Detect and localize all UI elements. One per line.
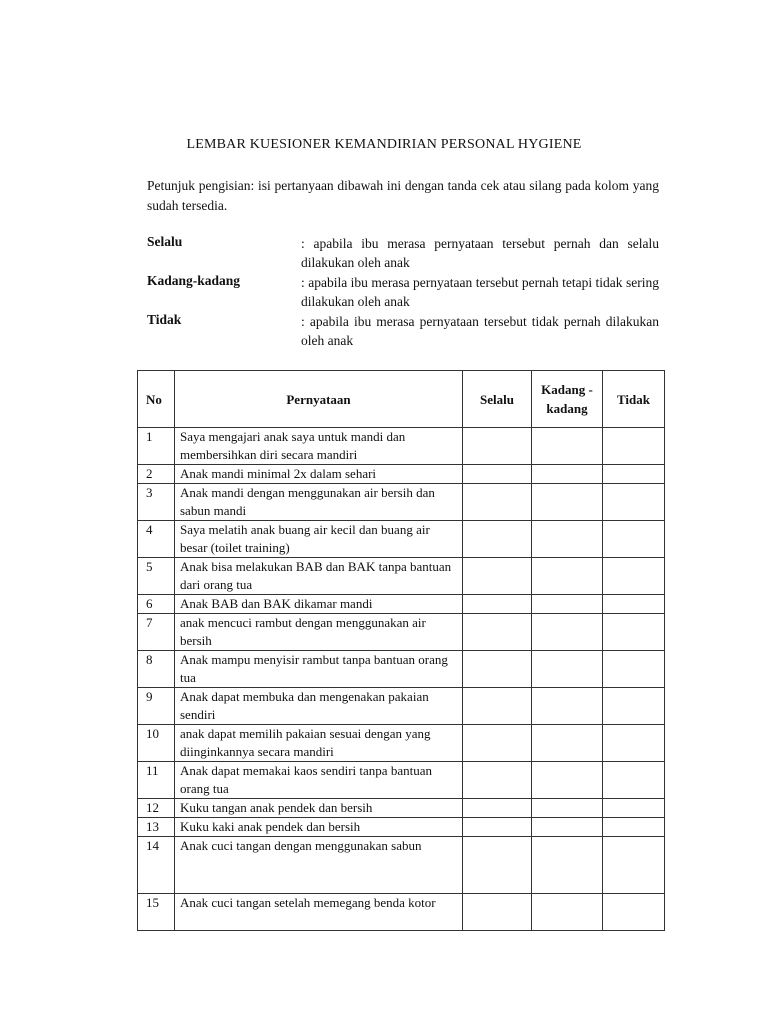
table-row	[138, 818, 665, 837]
row-number: 15	[138, 894, 175, 931]
row-number: 2	[138, 465, 175, 484]
answer-cell-selalu[interactable]	[463, 651, 532, 688]
header-always: Selalu	[463, 371, 532, 428]
row-statement: anak mencuci rambut dengan menggunakan air bersih	[175, 614, 463, 651]
table-row	[138, 521, 665, 558]
row-number: 10	[138, 725, 175, 762]
row-statement: Anak mampu menyisir rambut tanpa bantuan orang tua	[175, 651, 463, 688]
table-row	[138, 837, 665, 894]
answer-cell-selalu[interactable]	[463, 595, 532, 614]
table-row	[138, 894, 665, 931]
answer-cell-selalu[interactable]	[463, 725, 532, 762]
row-statement: Kuku kaki anak pendek dan bersih	[175, 818, 463, 837]
row-number: 7	[138, 614, 175, 651]
row-number: 3	[138, 484, 175, 521]
answer-cell-kadang-kadang[interactable]	[532, 894, 603, 931]
answer-cell-kadang-kadang[interactable]	[532, 428, 603, 465]
table-row	[138, 762, 665, 799]
answer-cell-tidak[interactable]	[603, 521, 665, 558]
legend-term: Tidak	[147, 312, 182, 327]
answer-cell-selalu[interactable]	[463, 428, 532, 465]
row-number: 1	[138, 428, 175, 465]
row-number: 14	[138, 837, 175, 894]
answer-cell-kadang-kadang[interactable]	[532, 651, 603, 688]
table-row	[138, 484, 665, 521]
answer-cell-selalu[interactable]	[463, 688, 532, 725]
header-sometimes: Kadang -kadang	[532, 371, 603, 428]
row-statement: Anak dapat membuka dan mengenakan pakaian sendiri	[175, 688, 463, 725]
answer-cell-kadang-kadang[interactable]	[532, 595, 603, 614]
answer-cell-tidak[interactable]	[603, 465, 665, 484]
row-statement: Anak mandi dengan menggunakan air bersih dan sabun mandi	[175, 484, 463, 521]
answer-cell-kadang-kadang[interactable]	[532, 799, 603, 818]
row-statement: Saya melatih anak buang air kecil dan buang air besar (toilet training)	[175, 521, 463, 558]
answer-cell-kadang-kadang[interactable]	[532, 521, 603, 558]
legend-desc: : apabila ibu merasa pernyataan tersebut tidak pernah dilakukan oleh anak	[301, 314, 659, 348]
legend-tidak	[147, 312, 659, 350]
questionnaire-table	[137, 370, 665, 931]
answer-cell-kadang-kadang[interactable]	[532, 484, 603, 521]
header-never: Tidak	[603, 371, 665, 428]
answer-cell-tidak[interactable]	[603, 688, 665, 725]
answer-cell-selalu[interactable]	[463, 894, 532, 931]
answer-cell-tidak[interactable]	[603, 428, 665, 465]
header-no: No	[138, 371, 175, 428]
answer-cell-selalu[interactable]	[463, 837, 532, 894]
row-number: 12	[138, 799, 175, 818]
answer-cell-kadang-kadang[interactable]	[532, 614, 603, 651]
answer-cell-selalu[interactable]	[463, 521, 532, 558]
answer-cell-tidak[interactable]	[603, 837, 665, 894]
row-statement: Anak cuci tangan setelah memegang benda kotor	[175, 894, 463, 931]
answer-cell-tidak[interactable]	[603, 651, 665, 688]
answer-cell-kadang-kadang[interactable]	[532, 725, 603, 762]
row-number: 5	[138, 558, 175, 595]
legend-term: Selalu	[147, 234, 183, 249]
row-statement: Kuku tangan anak pendek dan bersih	[175, 799, 463, 818]
table-row	[138, 614, 665, 651]
table-row	[138, 725, 665, 762]
table-row	[138, 799, 665, 818]
row-statement: Anak BAB dan BAK dikamar mandi	[175, 595, 463, 614]
row-number: 8	[138, 651, 175, 688]
row-statement: Anak mandi minimal 2x dalam sehari	[175, 465, 463, 484]
answer-cell-selalu[interactable]	[463, 614, 532, 651]
answer-cell-kadang-kadang[interactable]	[532, 465, 603, 484]
legend-kadang	[147, 273, 659, 311]
answer-cell-selalu[interactable]	[463, 558, 532, 595]
answer-cell-selalu[interactable]	[463, 465, 532, 484]
row-number: 4	[138, 521, 175, 558]
row-number: 11	[138, 762, 175, 799]
table-row	[138, 651, 665, 688]
answer-cell-tidak[interactable]	[603, 558, 665, 595]
row-number: 9	[138, 688, 175, 725]
table-header-row	[138, 371, 665, 428]
table-row	[138, 688, 665, 725]
header-statement: Pernyataan	[175, 371, 463, 428]
legend-desc: : apabila ibu merasa pernyataan tersebut pernah dan selalu dilakukan oleh anak	[301, 236, 659, 270]
table-row	[138, 558, 665, 595]
answer-cell-selalu[interactable]	[463, 799, 532, 818]
answer-cell-kadang-kadang[interactable]	[532, 837, 603, 894]
row-statement: Anak cuci tangan dengan menggunakan sabun	[175, 837, 463, 894]
answer-cell-tidak[interactable]	[603, 484, 665, 521]
instructions: Petunjuk pengisian: isi pertanyaan dibawah ini dengan tanda cek atau silang pada kolom yang sudah tersedia.	[147, 178, 659, 213]
legend-selalu	[147, 234, 659, 272]
answer-cell-selalu[interactable]	[463, 818, 532, 837]
row-statement: Saya mengajari anak saya untuk mandi dan membersihkan diri secara mandiri	[175, 428, 463, 465]
answer-cell-tidak[interactable]	[603, 595, 665, 614]
answer-cell-tidak[interactable]	[603, 818, 665, 837]
document-title: LEMBAR KUESIONER KEMANDIRIAN PERSONAL HYGIENE	[186, 137, 582, 152]
answer-cell-kadang-kadang[interactable]	[532, 818, 603, 837]
answer-cell-kadang-kadang[interactable]	[532, 558, 603, 595]
legend-desc: : apabila ibu merasa pernyataan tersebut pernah tetapi tidak sering dilakukan oleh anak	[301, 275, 659, 309]
table-row	[138, 595, 665, 614]
answer-cell-tidak[interactable]	[603, 614, 665, 651]
legend-term: Kadang-kadang	[147, 273, 241, 288]
row-number: 13	[138, 818, 175, 837]
row-statement: Anak bisa melakukan BAB dan BAK tanpa bantuan dari orang tua	[175, 558, 463, 595]
answer-cell-tidak[interactable]	[603, 762, 665, 799]
table-row	[138, 428, 665, 465]
answer-cell-tidak[interactable]	[603, 894, 665, 931]
row-statement: anak dapat memilih pakaian sesuai dengan yang diinginkannya secara mandiri	[175, 725, 463, 762]
row-number: 6	[138, 595, 175, 614]
row-statement: Anak dapat memakai kaos sendiri tanpa bantuan orang tua	[175, 762, 463, 799]
answer-cell-kadang-kadang[interactable]	[532, 762, 603, 799]
answer-cell-tidak[interactable]	[603, 799, 665, 818]
table-row	[138, 465, 665, 484]
answer-cell-tidak[interactable]	[603, 725, 665, 762]
answer-cell-selalu[interactable]	[463, 762, 532, 799]
answer-cell-selalu[interactable]	[463, 484, 532, 521]
answer-cell-kadang-kadang[interactable]	[532, 688, 603, 725]
